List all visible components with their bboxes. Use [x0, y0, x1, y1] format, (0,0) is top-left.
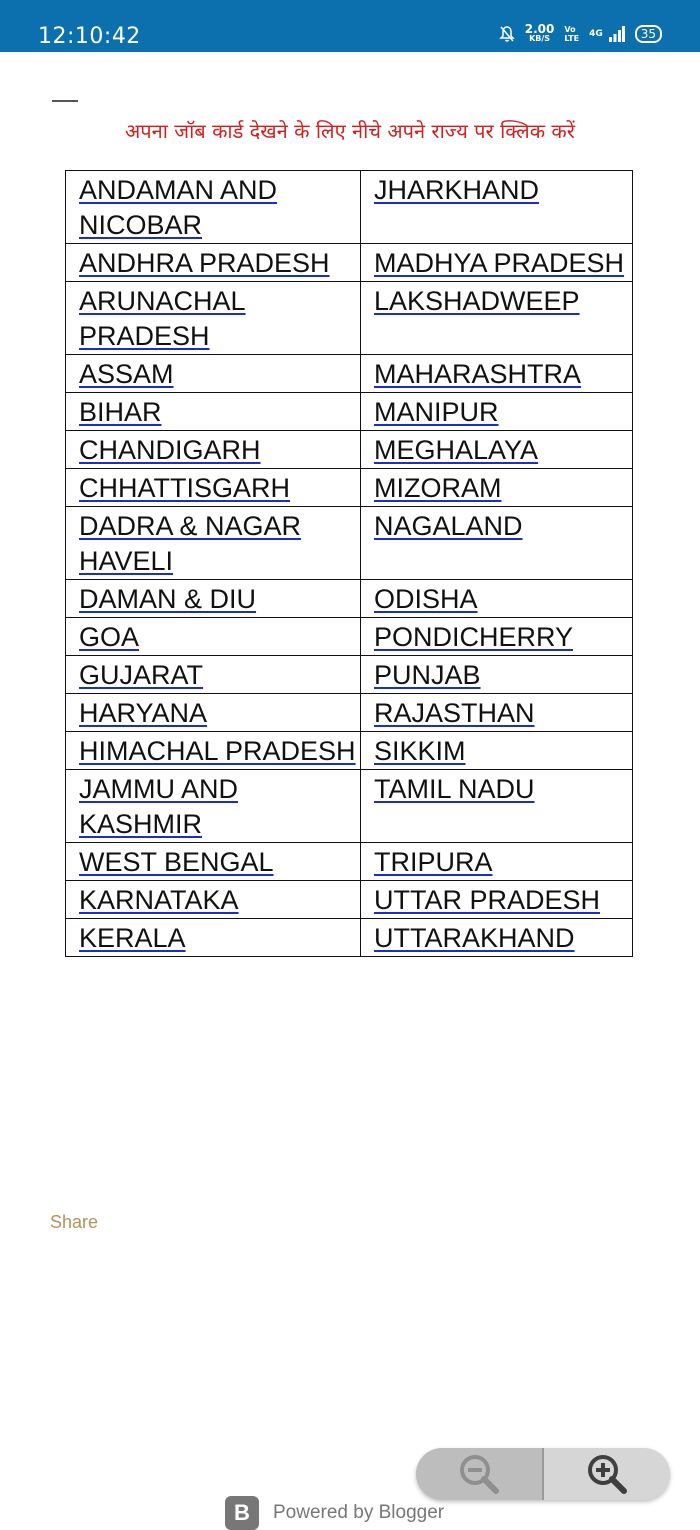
share-link[interactable]: Share	[50, 1212, 99, 1232]
zoom-in-button[interactable]	[544, 1448, 670, 1500]
table-cell	[66, 171, 361, 244]
state-link[interactable]: NAGALAND	[374, 511, 523, 541]
state-link[interactable]: GUJARAT	[79, 660, 204, 690]
table-row	[66, 770, 633, 843]
blogger-logo-icon[interactable]: B	[225, 1496, 259, 1530]
table-cell	[66, 843, 361, 881]
table-cell	[66, 881, 361, 919]
zoom-in-icon	[585, 1452, 629, 1496]
table-cell	[361, 507, 633, 580]
table-cell	[66, 732, 361, 770]
table-row	[66, 469, 633, 507]
table-cell	[361, 282, 633, 355]
table-cell	[66, 431, 361, 469]
state-link[interactable]: PONDICHERRY	[374, 622, 574, 652]
volte-top: Vo	[564, 25, 576, 34]
table-row	[66, 282, 633, 355]
table-cell	[361, 618, 633, 656]
state-link[interactable]: ANDAMAN AND NICOBAR	[79, 175, 278, 240]
table-cell	[361, 171, 633, 244]
state-link[interactable]: HIMACHAL PRADESH	[79, 736, 356, 766]
table-cell	[66, 469, 361, 507]
table-row	[66, 355, 633, 393]
powered-by-text[interactable]: Powered by Blogger	[273, 1502, 445, 1523]
table-row	[66, 171, 633, 244]
table-row	[66, 919, 633, 957]
state-link[interactable]: GOA	[79, 622, 140, 652]
table-cell	[66, 656, 361, 694]
state-link[interactable]: WEST BENGAL	[79, 847, 274, 877]
state-link[interactable]: TRIPURA	[374, 847, 493, 877]
state-link[interactable]: MEGHALAYA	[374, 435, 539, 465]
state-link[interactable]: KARNATAKA	[79, 885, 239, 915]
table-cell	[66, 580, 361, 618]
network-type: 4G	[589, 29, 603, 39]
table-row	[66, 244, 633, 282]
state-link[interactable]: UTTAR PRADESH	[374, 885, 601, 915]
table-cell	[361, 393, 633, 431]
table-row	[66, 618, 633, 656]
table-cell	[361, 580, 633, 618]
table-cell	[66, 919, 361, 957]
state-link[interactable]: DAMAN & DIU	[79, 584, 257, 614]
state-link[interactable]: UTTARAKHAND	[374, 923, 575, 953]
state-link[interactable]: BIHAR	[79, 397, 162, 427]
state-link[interactable]: HARYANA	[79, 698, 208, 728]
zoom-out-button[interactable]	[416, 1448, 544, 1500]
state-link[interactable]: SIKKIM	[374, 736, 466, 766]
table-cell	[361, 881, 633, 919]
table-cell	[66, 355, 361, 393]
states-table	[65, 170, 633, 957]
state-link[interactable]: ANDHRA PRADESH	[79, 248, 330, 278]
table-cell	[66, 393, 361, 431]
bell-muted-icon	[499, 25, 515, 43]
state-link[interactable]: CHANDIGARH	[79, 435, 261, 465]
page-heading: अपना जॉब कार्ड देखने के लिए नीचे अपने राज्य पर क्लिक करें	[125, 119, 575, 143]
table-cell	[361, 469, 633, 507]
status-time: 12:10:42	[38, 24, 141, 49]
table-cell	[66, 618, 361, 656]
state-link[interactable]: KERALA	[79, 923, 186, 953]
table-cell	[361, 656, 633, 694]
state-link[interactable]: CHHATTISGARH	[79, 473, 291, 503]
title-dash	[52, 100, 78, 102]
volte-indicator	[564, 25, 579, 43]
state-link[interactable]: LAKSHADWEEP	[374, 286, 580, 316]
table-cell	[361, 431, 633, 469]
state-link[interactable]: MADHYA PRADESH	[374, 248, 625, 278]
table-row	[66, 580, 633, 618]
table-cell	[66, 507, 361, 580]
table-cell	[66, 770, 361, 843]
table-cell	[361, 355, 633, 393]
zoom-controls	[416, 1448, 670, 1500]
volte-bottom: LTE	[564, 34, 580, 43]
state-link[interactable]: TAMIL NADU	[374, 774, 535, 804]
table-cell	[361, 694, 633, 732]
state-link[interactable]: MAHARASHTRA	[374, 359, 582, 389]
state-link[interactable]: JAMMU AND KASHMIR	[79, 774, 239, 839]
speed-value: 2.00	[524, 22, 555, 36]
table-row	[66, 507, 633, 580]
state-link[interactable]: ASSAM	[79, 359, 174, 389]
table-cell	[361, 843, 633, 881]
battery-icon: 35	[635, 25, 662, 43]
state-link[interactable]: MANIPUR	[374, 397, 499, 427]
table-row	[66, 431, 633, 469]
state-link[interactable]: JHARKHAND	[374, 175, 540, 205]
speed-unit: KB/S	[529, 34, 551, 43]
footer	[225, 1496, 444, 1530]
state-link[interactable]: ODISHA	[374, 584, 478, 614]
state-link[interactable]: DADRA & NAGAR HAVELI	[79, 511, 302, 576]
table-row	[66, 694, 633, 732]
table-row	[66, 393, 633, 431]
table-cell	[66, 244, 361, 282]
state-link[interactable]: RAJASTHAN	[374, 698, 535, 728]
table-cell	[361, 770, 633, 843]
network-speed	[525, 24, 555, 44]
status-icons	[499, 24, 662, 44]
table-row	[66, 732, 633, 770]
table-cell	[361, 244, 633, 282]
status-bar	[0, 0, 700, 52]
state-link[interactable]: ARUNACHAL PRADESH	[79, 286, 246, 351]
table-cell	[66, 282, 361, 355]
table-cell	[361, 919, 633, 957]
state-link[interactable]: PUNJAB	[374, 660, 481, 690]
table-cell	[361, 732, 633, 770]
state-link[interactable]: MIZORAM	[374, 473, 502, 503]
signal-bars-icon	[609, 26, 625, 42]
table-row	[66, 656, 633, 694]
zoom-out-icon	[457, 1452, 501, 1496]
table-cell	[66, 694, 361, 732]
table-row	[66, 843, 633, 881]
table-row	[66, 881, 633, 919]
